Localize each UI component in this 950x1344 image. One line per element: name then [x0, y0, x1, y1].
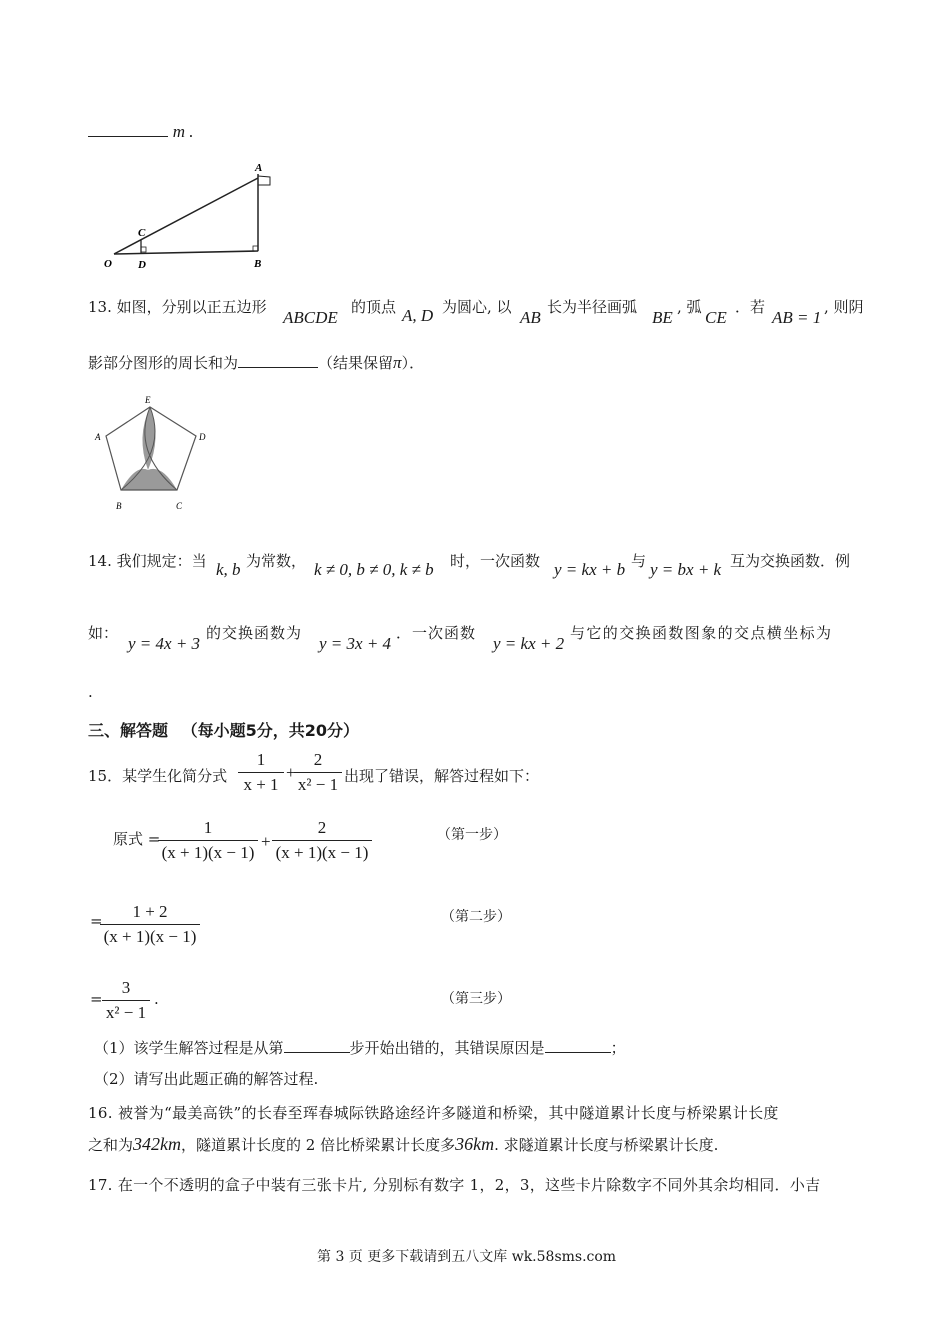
frac-numerator: 2 — [317, 818, 327, 837]
base-ob — [114, 251, 258, 254]
frac-denominator: (x + 1)(x − 1) — [275, 843, 369, 862]
sub1-text-c: ； — [610, 1039, 626, 1057]
step3-prefix: = — [90, 990, 103, 1008]
answer-blank[interactable] — [88, 122, 168, 137]
frac-denominator: (x + 1)(x − 1) — [103, 927, 197, 946]
section-3-heading — [88, 718, 359, 741]
q13-text-a: 13. 如图，分别以正五边形 — [88, 298, 267, 316]
q13-ab-value: AB = 1 — [772, 308, 822, 327]
q15-intro-frac1 — [238, 750, 284, 795]
q14-func3: y = kx + 2 — [493, 634, 565, 653]
q12-answer-line — [88, 122, 194, 142]
answer-blank[interactable] — [238, 353, 318, 368]
q14-text-b: 为常数， — [246, 552, 307, 570]
q13-line2-text: 影部分图形的周长和为 — [88, 354, 239, 372]
q14-text-d: 与 — [631, 552, 647, 570]
q14-text-a: 14. 我们规定：当 — [88, 552, 207, 570]
step2-label: （第二步） — [441, 909, 511, 925]
label-b: B — [254, 258, 262, 270]
figure-12-triangle — [100, 160, 290, 272]
q16-text-c: . 求隧道累计长度与桥梁累计长度. — [494, 1136, 719, 1154]
q14-text-g: 的交换函数为 — [206, 624, 303, 642]
frac-numerator: 2 — [313, 750, 323, 769]
label-c: C — [176, 501, 183, 511]
q13-arc-be: BE — [652, 308, 673, 327]
q12-unit: m . — [172, 122, 194, 141]
answer-blank[interactable] — [284, 1038, 350, 1053]
hypotenuse-oa — [114, 178, 258, 254]
q14-example2: y = 3x + 4 — [319, 634, 392, 653]
plus-sign: + — [286, 763, 296, 782]
q13-text-b: 的顶点 — [351, 298, 397, 316]
frac-denominator: (x + 1)(x − 1) — [161, 843, 255, 862]
frac-numerator: 1 — [256, 750, 266, 769]
step3-label: （第三步） — [441, 991, 511, 1007]
q15-intro-frac2 — [294, 750, 342, 795]
q13-text-e: , 弧 — [677, 298, 702, 316]
step1-frac1 — [158, 818, 258, 863]
q14-example1: y = 4x + 3 — [128, 634, 201, 653]
sub1-text-a: （1）该学生解答过程是从第 — [94, 1039, 284, 1057]
q13-line2-end: ）． — [401, 354, 425, 372]
frac-numerator: 3 — [121, 978, 131, 997]
label-c: C — [138, 227, 146, 239]
label-a: A — [255, 162, 263, 174]
right-angle-d — [141, 247, 146, 252]
q16-text-a: 之和为 — [88, 1136, 134, 1154]
q16-text-b: ，隧道累计长度的 2 倍比桥梁累计长度多 — [181, 1136, 456, 1154]
step2-frac — [100, 902, 200, 947]
step3-suffix: . — [154, 990, 159, 1008]
q13-text-g: , 则阴 — [824, 298, 864, 316]
q14-text-c: 时，一次函数 — [450, 552, 541, 570]
step1-frac2 — [272, 818, 372, 863]
q13-text-d: 长为半径画弧 — [547, 298, 638, 316]
flag — [258, 176, 270, 185]
q14-condition: k ≠ 0, b ≠ 0, k ≠ b — [314, 560, 434, 579]
figure-13-pentagon — [92, 392, 222, 516]
section-3-note: （每小题5分，共20分） — [181, 721, 359, 740]
q14-func1: y = kx + b — [554, 560, 626, 579]
label-d: D — [138, 259, 146, 271]
q14-kb: k, b — [216, 560, 241, 579]
step1-prefix: 原式 = — [113, 830, 161, 848]
step1-label: （第一步） — [437, 827, 507, 843]
q16-total: 342km — [133, 1134, 182, 1154]
q16-line1: 16. 被誉为“最美高铁”的长春至珲春城际铁路途经许多隧道和桥梁，其中隧道累计长度与桥梁累计长度 — [88, 1104, 779, 1122]
q14-text-e: 互为交换函数．例 — [730, 552, 851, 570]
q17-line1: 17. 在一个不透明的盒子中装有三张卡片, 分别标有数字 1，2，3，这些卡片除数字不同外其余均相同．小吉 — [88, 1176, 821, 1194]
q14-line3: . — [88, 683, 93, 701]
q13-pentagon: ABCDE — [283, 308, 338, 327]
frac-numerator: 1 + 2 — [132, 902, 168, 921]
q15-sub1 — [94, 1037, 626, 1058]
pi-symbol: π — [393, 353, 402, 372]
q13-text-c: 为圆心, 以 — [442, 298, 512, 316]
q15-intro-after: 出现了错误，解答过程如下： — [344, 767, 540, 785]
q13-line2-after: （结果保留 — [318, 354, 394, 372]
q15-sub2: （2）请写出此题正确的解答过程. — [94, 1070, 319, 1088]
label-a: A — [95, 432, 101, 442]
step3-frac — [102, 978, 150, 1023]
sub1-text-b: 步开始出错的，其错误原因是 — [349, 1039, 545, 1057]
frac-denominator: x + 1 — [243, 775, 279, 794]
q14-func2: y = bx + k — [650, 560, 722, 579]
q13-arc-ce: CE — [705, 308, 727, 327]
label-d: D — [199, 432, 206, 442]
q13-text-f: ．若 — [735, 298, 766, 316]
q15-intro-text: 15．某学生化简分式 — [88, 767, 228, 785]
label-e: E — [145, 395, 151, 405]
q14-text-f: 如： — [88, 624, 119, 642]
frac-denominator: x² − 1 — [105, 1003, 147, 1022]
q16-diff: 36km — [455, 1134, 495, 1154]
plus-sign: + — [261, 832, 271, 851]
label-o: O — [104, 258, 112, 270]
q13-vertices: A, D — [402, 306, 434, 325]
q16-line2 — [88, 1134, 718, 1155]
q14-text-h: ．一次函数 — [396, 624, 477, 642]
label-b: B — [116, 501, 122, 511]
frac-denominator: x² − 1 — [297, 775, 339, 794]
q13-line2 — [88, 352, 424, 373]
section-3-title: 三、解答题 — [88, 721, 169, 740]
q13-ab: AB — [520, 308, 541, 327]
frac-numerator: 1 — [203, 818, 213, 837]
q14-text-i: 与它的交换函数图象的交点横坐标为 — [570, 624, 833, 642]
answer-blank[interactable] — [545, 1038, 611, 1053]
shaded-lens-lower — [121, 469, 177, 490]
step2-prefix: = — [90, 912, 103, 930]
page-footer: 第 3 页 更多下载请到五八文库 wk.58sms.com — [317, 1249, 617, 1265]
